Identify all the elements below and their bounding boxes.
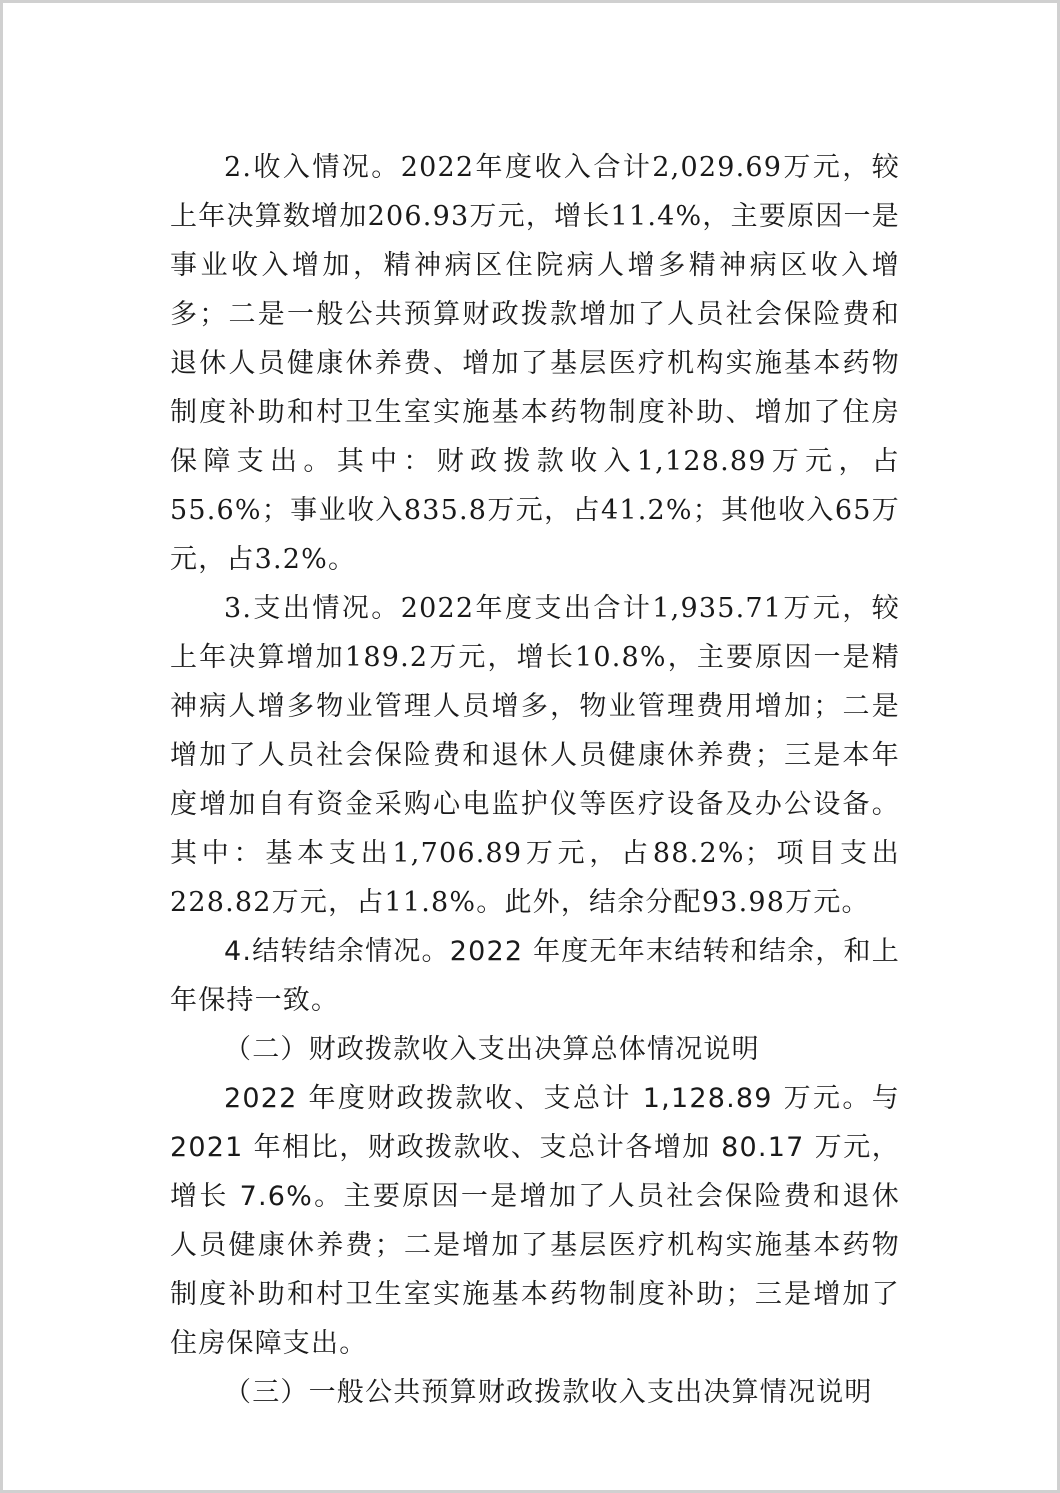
paragraph-carryover: 4.结转结余情况。2022 年度无年末结转和结余，和上年保持一致。 [170, 936, 900, 1016]
paragraph-income: 2.收入情况。2022年度收入合计2,029.69万元，较上年决算数增加206.93万元，增长11.4%，主要原因一是事业收入增加，精神病区住院病人增多精神病区收入增多；二是一般公共预算财政拨款增加了人员社会保险费和退休人员健康休养费、增加了基层医疗机构实施基本药物制度补助和村卫生室实施基本药物制度补助、增加了住房保障支出。其中：财政拨款收入1,128.89万元，占55.6%；事业收入835.8万元，占41.2%；其他收入65万元，占3.2%。 [170, 152, 900, 575]
section-heading-3: （三）一般公共预算财政拨款收入支出决算情况说明 [224, 1377, 873, 1408]
section-heading-2: （二）财政拨款收入支出决算总体情况说明 [224, 1034, 760, 1065]
paragraph-expenditure: 3.支出情况。2022年度支出合计1,935.71万元，较上年决算增加189.2万元，增长10.8%，主要原因一是精神病人增多物业管理人员增多，物业管理费用增加；二是增加了人员社会保险费和退休人员健康休养费；三是本年度增加自有资金采购心电监护仪等医疗设备及办公设备。其中：基本支出1,706.89万元，占88.2%；项目支出228.82万元，占11.8%。此外，结余分配93.98万元。 [170, 593, 900, 918]
document-body [170, 143, 900, 1417]
paragraph-fiscal-total: 2022 年度财政拨款收、支总计 1,128.89 万元。与 2021 年相比，财政拨款收、支总计各增加 80.17 万元，增长 7.6%。主要原因一是增加了人员社会保险费和退休人员健康休养费；二是增加了基层医疗机构实施基本药物制度补助和村卫生室实施基本药物制度补助；三是增加了住房保障支出。 [170, 1083, 900, 1359]
